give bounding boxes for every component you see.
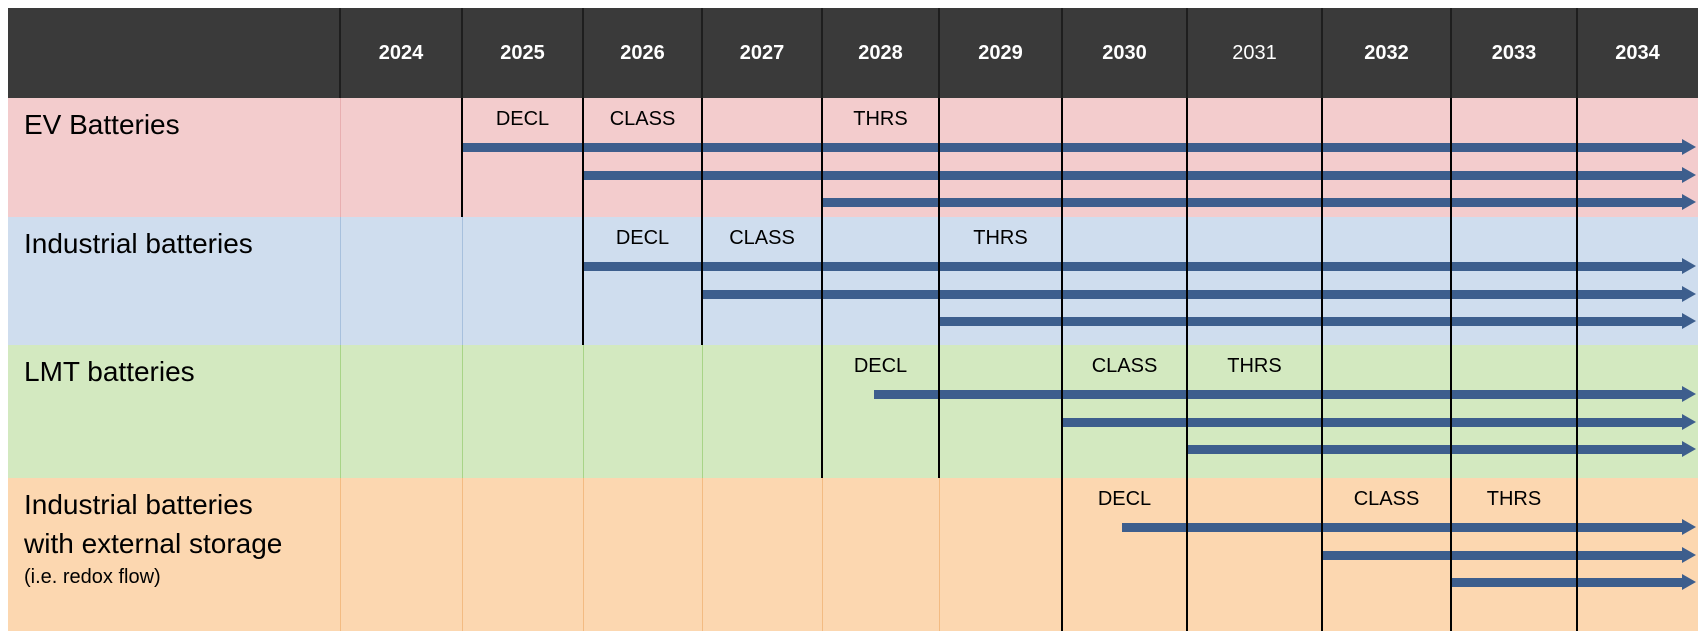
header-divider (1450, 8, 1452, 98)
row-1-grid-line (340, 98, 341, 217)
header-divider (1061, 8, 1063, 98)
arrow-bar-decl (874, 390, 1684, 399)
header-divider (1321, 8, 1323, 98)
arrow-bar-class (702, 290, 1684, 299)
row-4-grid-line (340, 478, 341, 631)
milestone-label-thrs: THRS (1227, 355, 1282, 377)
arrow-head-icon (1682, 194, 1696, 210)
arrow-head-icon (1682, 441, 1696, 457)
milestone-label-class: CLASS (729, 227, 795, 249)
arrow-bar-thrs (939, 317, 1684, 326)
milestone-label-decl: DECL (495, 108, 550, 130)
milestone-divider (1186, 478, 1188, 631)
arrow-head-icon (1682, 414, 1696, 430)
year-header-2030: 2030 (1102, 42, 1147, 64)
arrow-head-icon (1682, 574, 1696, 590)
arrow-head-icon (1682, 313, 1696, 329)
arrow-bar-thrs (1451, 578, 1684, 587)
header-divider (1576, 8, 1578, 98)
milestone-label-thrs: THRS (1486, 488, 1542, 510)
milestone-divider (1576, 217, 1578, 345)
milestone-divider (1061, 217, 1063, 345)
row-label: EV Batteries (24, 109, 180, 140)
arrow-bar-decl (462, 143, 1684, 152)
arrow-bar-decl (1122, 523, 1684, 532)
milestone-divider (1450, 478, 1452, 631)
year-header-2031: 2031 (1232, 42, 1277, 64)
year-header-2033: 2033 (1491, 42, 1537, 64)
arrow-bar-class (583, 171, 1684, 180)
year-header-2025: 2025 (500, 42, 545, 64)
milestone-divider (1450, 217, 1452, 345)
milestone-divider (1186, 345, 1188, 478)
milestone-divider (821, 217, 823, 345)
row-4-grid-line (939, 478, 940, 631)
header-divider (461, 8, 463, 98)
year-header-2028: 2028 (858, 42, 903, 64)
milestone-divider (821, 345, 823, 478)
arrow-bar-class (1062, 418, 1684, 427)
milestone-divider (1186, 217, 1188, 345)
header-divider (701, 8, 703, 98)
milestone-divider (1061, 478, 1063, 631)
row-2-grid-line (340, 217, 341, 345)
milestone-label-thrs: THRS (853, 108, 908, 130)
milestone-label-thrs: THRS (973, 227, 1028, 249)
row-label: LMT batteries (24, 356, 195, 387)
arrow-bar-class (1322, 551, 1684, 560)
row-note: (i.e. redox flow) (24, 566, 161, 588)
row-label: with external storage (24, 528, 283, 559)
year-header-2024: 2024 (378, 42, 424, 64)
milestone-divider (938, 345, 940, 478)
arrow-head-icon (1682, 547, 1696, 563)
arrow-bar-thrs (1187, 445, 1684, 454)
year-header-2027: 2027 (739, 42, 785, 64)
year-header-2032: 2032 (1364, 42, 1409, 64)
row-3-grid-line (583, 345, 584, 478)
header-divider (938, 8, 940, 98)
milestone-label-class: CLASS (609, 108, 676, 130)
arrow-bar-decl (583, 262, 1684, 271)
header-divider (1186, 8, 1188, 98)
year-header-2034: 2034 (1615, 42, 1660, 64)
header-divider (339, 8, 341, 98)
milestone-divider (938, 217, 940, 345)
milestone-divider (1061, 345, 1063, 478)
year-header-2026: 2026 (620, 42, 665, 64)
arrow-head-icon (1682, 167, 1696, 183)
milestone-divider (582, 217, 584, 345)
row-3-grid-line (702, 345, 703, 478)
milestone-divider (1450, 345, 1452, 478)
arrow-head-icon (1682, 286, 1696, 302)
arrow-head-icon (1682, 258, 1696, 274)
milestone-divider (701, 217, 703, 345)
arrow-bar-thrs (822, 198, 1684, 207)
row-4-grid-line (822, 478, 823, 631)
year-header-2029: 2029 (978, 42, 1023, 64)
milestone-label-class: CLASS (1353, 488, 1420, 510)
row-3-grid-line (462, 345, 463, 478)
milestone-label-decl: DECL (615, 227, 670, 249)
row-label: Industrial batteries (24, 228, 253, 259)
milestone-divider (1321, 217, 1323, 345)
header-divider (582, 8, 584, 98)
arrow-head-icon (1682, 519, 1696, 535)
header-divider (821, 8, 823, 98)
row-2-grid-line (462, 217, 463, 345)
row-4-grid-line (583, 478, 584, 631)
milestone-divider (1321, 478, 1323, 631)
row-label: Industrial batteries (24, 489, 253, 520)
milestone-divider (1576, 345, 1578, 478)
row-3-grid-line (340, 345, 341, 478)
milestone-divider (1576, 478, 1578, 631)
milestone-divider (1321, 345, 1323, 478)
milestone-label-class: CLASS (1091, 355, 1158, 377)
arrow-head-icon (1682, 139, 1696, 155)
arrow-head-icon (1682, 386, 1696, 402)
row-4-grid-line (462, 478, 463, 631)
milestone-label-decl: DECL (1097, 488, 1152, 510)
milestone-label-decl: DECL (853, 355, 908, 377)
row-4-grid-line (702, 478, 703, 631)
